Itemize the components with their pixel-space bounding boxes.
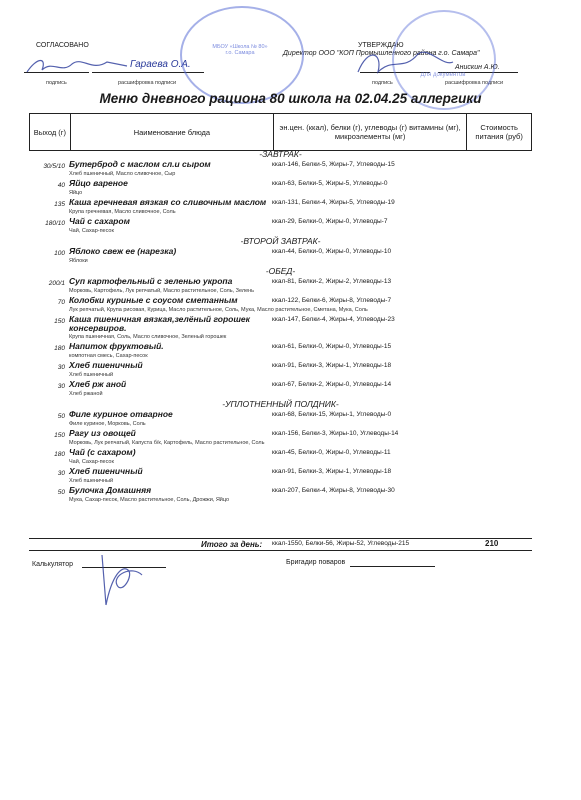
item-name: Чай (с сахаром) (69, 447, 136, 457)
item-weight: 30 (57, 470, 65, 477)
menu-item-row (29, 198, 532, 217)
item-energy: ккал-81, Белки-2, Жиры-2, Углеводы-13 (272, 278, 392, 285)
item-weight: 50 (57, 489, 65, 496)
item-composition: Мука, Сахар-песок, Масло растительное, Соль, Дрожжи, Яйцо (69, 497, 230, 503)
item-composition: Яблоки (69, 258, 88, 264)
calculator-label: Калькулятор (32, 561, 73, 568)
item-name: Чай с сахаром (69, 216, 130, 226)
item-energy: ккал-44, Белки-0, Жиры-0, Углеводы-10 (272, 248, 392, 255)
item-composition: компотная смесь, Сахар-песок (69, 353, 148, 359)
item-weight: 30/5/10 (43, 163, 65, 170)
item-composition: Чай, Сахар-песок (69, 228, 114, 234)
section-title: -УПЛОТНЕННЫЙ ПОЛДНИК- (222, 399, 339, 409)
chief-label: Бригадир поваров (286, 559, 346, 566)
item-weight: 150 (54, 318, 65, 325)
item-composition: Морковь, Лук репчатый, Капуста б/к, Картофель, Масло растительное, Соль (69, 440, 265, 446)
menu-item-row (29, 380, 532, 399)
school-stamp-text: МБОУ «Школа № 80» г.о. Самара (212, 44, 268, 56)
menu-item-row (29, 247, 532, 266)
item-energy: ккал-91, Белки-3, Жиры-1, Углеводы-18 (272, 362, 392, 369)
item-energy: ккал-131, Белки-4, Жиры-5, Углеводы-19 (272, 199, 395, 206)
right-decode-caption: расшифровка подписи (445, 80, 504, 86)
col-energy: эн.цен. (ккал), белки (г), углеводы (г) витамины (мг), микроэлементы (мг) (273, 114, 466, 151)
director-position: Директор ООО "КОП Промышленного района г.о. Самара" (283, 50, 480, 57)
menu-item-row (29, 486, 532, 505)
menu-item-row (29, 217, 532, 236)
item-weight: 40 (57, 182, 65, 189)
item-name: Суп картофельный с зеленью укропа (69, 276, 233, 286)
item-composition: Хлеб пшеничный (69, 478, 114, 484)
total-cost: 210 (485, 539, 499, 548)
item-energy: ккал-67, Белки-2, Жиры-0, Углеводы-14 (272, 381, 392, 388)
item-weight: 100 (54, 250, 65, 257)
col-weight: Выход (г) (30, 114, 71, 151)
calculator-signature-icon (82, 545, 152, 615)
left-decode-caption: расшифровка подписи (118, 80, 177, 86)
item-energy: ккал-147, Белки-4, Жиры-4, Углеводы-23 (272, 316, 395, 323)
section-title: -ВТОРОЙ ЗАВТРАК- (240, 236, 321, 246)
agreed-label: СОГЛАСОВАНО (36, 42, 89, 49)
item-name: Хлеб рж аной (69, 379, 127, 389)
item-composition: Филе куриное, Морковь, Соль (69, 421, 146, 427)
left-signature-icon (22, 52, 132, 82)
item-name: Рагу из овощей (69, 428, 136, 438)
menu-item-row (29, 448, 532, 467)
right-sign-caption: подпись (372, 80, 393, 86)
item-weight: 180 (54, 345, 65, 352)
item-composition: Лук репчатый, Крупа рисовая, Курица, Масло растительное, Соль, Мука, Масло растительное, Сметана, Мука, Соль (69, 307, 368, 313)
menu-item-row (29, 361, 532, 380)
section-title: -ЗАВТРАК- (259, 149, 302, 159)
chief-line (350, 566, 435, 567)
item-name: Яблоко свеж ее (нарезка) (69, 246, 177, 256)
item-weight: 135 (54, 201, 65, 208)
item-energy: ккал-122, Белки-6, Жиры-8, Углеводы-7 (272, 297, 392, 304)
item-energy: ккал-156, Белки-3, Жиры-10, Углеводы-14 (272, 430, 399, 437)
item-composition: Чай, Сахар-песок (69, 459, 114, 465)
section-title: -ОБЕД- (265, 266, 296, 276)
item-name: Каша гречневая вязкая со сливочным маслом (69, 197, 267, 207)
item-weight: 180/10 (45, 220, 65, 227)
approve-label: УТВЕРЖДАЮ (358, 42, 404, 49)
item-weight: 30 (57, 364, 65, 371)
item-weight: 70 (57, 299, 65, 306)
item-name: Напиток фруктовый. (69, 341, 164, 351)
menu-table-header (29, 113, 532, 151)
item-energy: ккал-61, Белки-0, Жиры-0, Углеводы-15 (272, 343, 392, 350)
left-decode-text: Гараева О.А. (130, 59, 191, 70)
item-name: Бутерброд с маслом сл.и сыром (69, 159, 211, 169)
col-name: Наименование блюда (70, 114, 273, 151)
right-decode-text: Анискин А.Ю. (455, 64, 500, 71)
right-signature-icon (348, 42, 458, 82)
item-name: Филе куриное отварное (69, 409, 173, 419)
menu-item-row (29, 277, 532, 296)
menu-item-row (29, 429, 532, 448)
menu-item-row (29, 467, 532, 486)
item-name: Каша пшеничная вязкая,зелёный горошек консервиров. (69, 314, 250, 333)
item-name: Хлеб пшеничный (69, 360, 143, 370)
item-weight: 180 (54, 451, 65, 458)
item-composition: Хлеб пшеничный, Масло сливочное, Сыр (69, 171, 176, 177)
company-stamp-text: Для документов (420, 72, 466, 78)
item-composition: Крупа гречневая, Масло сливочное, Соль (69, 209, 176, 215)
item-energy: ккал-91, Белки-3, Жиры-1, Углеводы-18 (272, 468, 392, 475)
item-weight: 50 (57, 413, 65, 420)
item-composition: Хлеб пшеничный (69, 372, 114, 378)
item-name: Колобки куриные с соусом сметанным (69, 295, 238, 305)
item-energy: ккал-68, Белки-15, Жиры-1, Углеводы-0 (272, 411, 392, 418)
total-top-line (29, 538, 532, 539)
item-weight: 150 (54, 432, 65, 439)
item-weight: 200/1 (48, 280, 65, 287)
left-sign-caption: подпись (46, 80, 67, 86)
menu-item-row (29, 410, 532, 429)
item-energy: ккал-146, Белки-5, Жиры-7, Углеводы-15 (272, 161, 395, 168)
item-composition: Морковь, Картофель, Лук репчатый, Масло растительное, Соль, Зелень (69, 288, 255, 294)
item-weight: 30 (57, 383, 65, 390)
menu-item-row (29, 315, 532, 342)
menu-item-row (29, 342, 532, 361)
menu-item-row (29, 296, 532, 315)
col-cost: Стоимость питания (руб) (467, 114, 532, 151)
page-title: Меню дневного рациона 80 школа на 02.04.25 аллергики (99, 91, 482, 106)
total-label: Итого за день: (201, 540, 263, 549)
menu-item-row (29, 160, 532, 179)
item-composition: Крупа пшеничная, Соль, Масло сливочное, Зеленый горошек (69, 334, 227, 340)
item-energy: ккал-63, Белки-5, Жиры-5, Углеводы-0 (272, 180, 388, 187)
item-name: Булочка Домашняя (69, 485, 152, 495)
item-composition: Яйцо (69, 190, 83, 196)
item-energy: ккал-45, Белки-0, Жиры-0, Углеводы-11 (272, 449, 391, 456)
item-energy: ккал-207, Белки-4, Жиры-8, Углеводы-30 (272, 487, 395, 494)
item-energy: ккал-29, Белки-0, Жиры-0, Углеводы-7 (272, 218, 388, 225)
total-energy: ккал-1550, Белки-56, Жиры-52, Углеводы-215 (272, 540, 410, 547)
menu-item-row (29, 179, 532, 198)
item-name: Яйцо вареное (69, 178, 128, 188)
item-composition: Хлеб ржаной (69, 391, 103, 397)
item-name: Хлеб пшеничный (69, 466, 143, 476)
